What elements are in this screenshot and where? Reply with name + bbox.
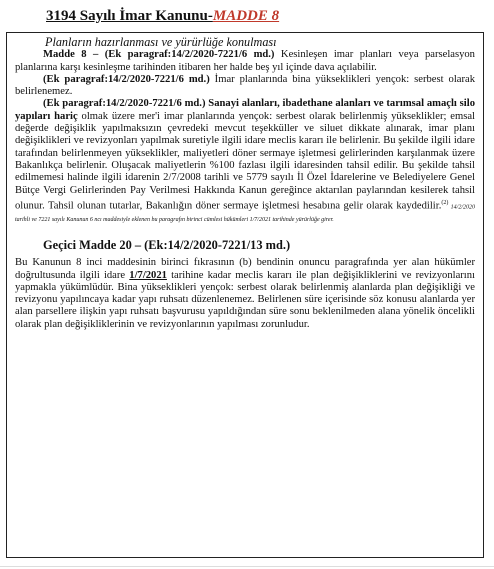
footnote-marker: (2)	[441, 199, 449, 206]
law-text-box	[6, 32, 484, 558]
deadline-date: 1/7/2021	[129, 269, 167, 281]
paragraph-2-amendment-ref: (Ek paragraf:14/2/2020-7221/6 md.)	[43, 73, 210, 85]
gecici-text-a: Bu Kanunun 8 inci maddesinin birinci fıkrasının (b) bendinin onuncu paragrafında yer alan hükümler doğrultusunda ilgili idare	[15, 257, 475, 281]
gecici-text-b: tarihine kadar meclis kararı ile plan değişikliklerini ve revizyonlarını yapmakla yükümlüdür. Bina yükseklikleri yençok: serbest olarak belirlenmiş alanlarda plan değişikliği ve revizyonu yapılıncaya kadar yapı ruhsatı düzenlenemez. Belirlenen süre içerisinde söz konusu alanlarda yer alan parsellere ilişkin yapı ruhsatı başvurusu yapıldığından süre sonu beklenilmeden alana yönelik öncelikli olarak plan değişikliklerinin ve revizyonlarının yapılması zorunludur.	[15, 269, 475, 330]
madde8-paragraph-3	[15, 98, 475, 225]
paragraph-3-text: olmak üzere mer'i imar planlarında yençok: serbest olarak belirlenmiş yükseklikler; emsal değerde değişiklik yapılmaksızın çevredeki mevcut teşekküller ve siluet dikkate alınarak, imar planı değişiklikleri ve revizyonları yapılmak suretiyle ilgili idare meclis kararı ile belirlenir. Bu şekilde ilgili idare tarafından belirlenmeyen yükseklikler, maliyetleri döner sermaye işletmesi gelirlerinden karşılanmak üzere Bakanlıkça belirlenir. Oluşacak maliyetlerin %100 fazlası ilgili idaresinden tahsil edilir. Bu şekilde tahsil edilmemesi halinde ilgili idarenin 2/7/2008 tarihli ve 5779 sayılı İl Özel İdarelerine ve Belediyelere Genel Bütçe Vergi Gelirlerinden Pay Verilmesi Hakkında Kanun gereğince aktarılan paylarından kesilerek tahsil olunur. Tahsil olunan tutarlar, Bakanlığın döner sermaye işletmesi hesabına gelir olarak kaydedilir.	[15, 110, 475, 212]
paragraph-2-text: İmar planlarında bina yükseklikleri yençok: serbest olarak belirlenemez.	[15, 73, 475, 98]
paragraph-3-amendment-ref: (Ek paragraf:14/2/2020-7221/6 md.) Sanayi alanları, ibadethane alanları ve tarımsal amaçlı silo yapıları hariç	[15, 98, 475, 122]
page-bottom-divider	[0, 566, 494, 567]
document-title	[46, 8, 484, 25]
section-heading: Planların hazırlanması ve yürürlüğe konulması	[45, 35, 277, 49]
law-title: 3194 Sayılı İmar Kanunu-	[46, 8, 213, 24]
paragraph-1-amendment-ref: Madde 8 – (Ek paragraf:14/2/2020-7221/6 md.)	[43, 49, 275, 61]
article-reference: MADDE 8	[212, 8, 280, 24]
madde8-paragraph-1	[15, 49, 475, 74]
footnote-text: 14/2/2020 tarihli ve 7221 sayılı Kanunun 6 ncı maddesiyle eklenen bu paragrafın birinci cümlesi hükümleri 1/7/2021 tarihinde yürürlüğe girer.	[15, 204, 475, 223]
gecici-madde-paragraph	[15, 257, 475, 331]
madde8-paragraph-2	[15, 74, 475, 99]
paragraph-1-text: Kesinleşen imar planları veya parselasyon planlarına karşı kesinleşme tarihinden itibaren her halde beş yıl içinde dava açılabilir.	[15, 49, 475, 73]
gecici-madde-heading: Geçici Madde 20 – (Ek:14/2/2020-7221/13 md.)	[43, 237, 291, 252]
